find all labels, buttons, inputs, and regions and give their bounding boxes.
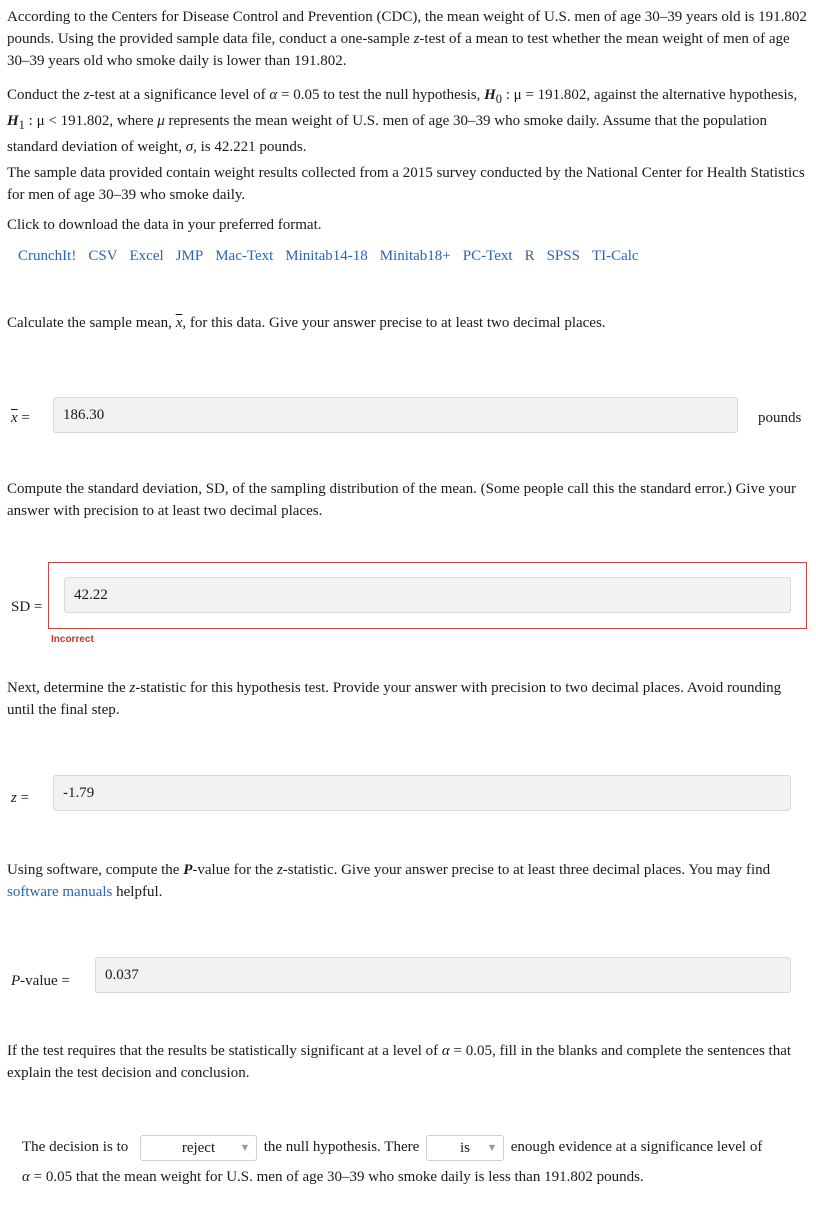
download-excel-link[interactable]: Excel bbox=[129, 248, 164, 264]
xbar-label bbox=[11, 407, 30, 429]
text: Conduct the bbox=[7, 87, 84, 103]
text: = bbox=[16, 790, 30, 806]
text: , for this data. Give your answer precise to at least two decimal places. bbox=[182, 315, 606, 331]
z-symbol: z bbox=[276, 862, 283, 878]
intro-paragraph-1 bbox=[7, 6, 807, 72]
download-minitab14-18-link[interactable]: Minitab14-18 bbox=[285, 248, 368, 264]
download-pc-text-link[interactable]: PC-Text bbox=[462, 248, 513, 264]
text: The decision is to bbox=[22, 1139, 129, 1155]
text: Calculate the sample mean, bbox=[7, 315, 176, 331]
text: -statistic. Give your answer precise to at least three decimal places. You may find bbox=[282, 862, 771, 878]
decision-sentence bbox=[22, 1134, 762, 1161]
intro-text: According to the Centers for Disease Control and Prevention (CDC), the mean weight of U.S. men of age 30–39 years old is 191.802 pounds. Using the provided sample data file, conduct a one-sample bbox=[7, 9, 807, 47]
question-z-statistic bbox=[7, 677, 807, 721]
text: = 0.05 that the mean weight for U.S. men of age 30–39 who smoke daily is less than 191.802 pounds. bbox=[29, 1169, 644, 1185]
evidence-select[interactable] bbox=[426, 1135, 504, 1161]
chevron-down-icon: ▼ bbox=[488, 1142, 496, 1152]
text: helpful. bbox=[112, 884, 163, 900]
h0-symbol: H bbox=[484, 87, 496, 103]
alpha-symbol: α bbox=[269, 87, 278, 103]
text: = 0.05 to test the null hypothesis, bbox=[277, 87, 485, 103]
p-symbol: P bbox=[11, 973, 21, 989]
z-symbol: z bbox=[83, 87, 90, 103]
download-jmp-link[interactable]: JMP bbox=[175, 248, 204, 264]
sigma-symbol: σ bbox=[185, 139, 194, 155]
xbar-symbol: $\overline{x}$ bbox=[175, 315, 183, 331]
decision-select[interactable] bbox=[140, 1135, 257, 1161]
subscript: 1 bbox=[18, 118, 25, 132]
sample-mean-input[interactable]: 186.30 bbox=[53, 397, 738, 433]
text: -value for the bbox=[192, 862, 277, 878]
z-symbol: z bbox=[413, 31, 420, 47]
text: represents the mean weight of U.S. men of age 30–39 who smoke daily. Assume that the population standard deviation of weight, bbox=[7, 113, 768, 155]
text: Using software, compute the bbox=[7, 862, 184, 878]
unit-label: pounds bbox=[758, 410, 802, 426]
download-csv-link[interactable]: CSV bbox=[88, 248, 118, 264]
alpha-symbol: α bbox=[22, 1169, 30, 1185]
intro-paragraph-3: The sample data provided contain weight results collected from a 2015 survey conducted by the National Center for Health Statistics for men of age 30–39 who smoke daily. bbox=[7, 165, 805, 203]
text: : μ < 191.802, where bbox=[24, 113, 158, 129]
text: -statistic for this hypothesis test. Provide your answer with precision to two decimal places. Avoid rounding until the final step. bbox=[7, 680, 782, 718]
incorrect-feedback: Incorrect bbox=[51, 634, 94, 645]
h1-symbol: H bbox=[7, 113, 19, 129]
question-sample-mean bbox=[7, 312, 807, 334]
p-value-input[interactable]: 0.037 bbox=[95, 957, 791, 993]
text: -test at a significance level of bbox=[89, 87, 270, 103]
question-decision bbox=[7, 1040, 807, 1084]
download-mac-text-link[interactable]: Mac-Text bbox=[215, 248, 274, 264]
z-label bbox=[11, 787, 29, 809]
chevron-down-icon: ▼ bbox=[241, 1142, 248, 1152]
sd-input[interactable]: 42.22 bbox=[64, 577, 791, 613]
select-value: is bbox=[460, 1139, 471, 1156]
download-links bbox=[18, 245, 651, 267]
download-prompt: Click to download the data in your preferred format. bbox=[7, 217, 322, 233]
p-symbol: P bbox=[183, 862, 193, 878]
text: If the test requires that the results be statistically significant at a level of bbox=[7, 1043, 442, 1059]
mu-symbol: μ bbox=[157, 113, 165, 129]
text: : μ = 191.802, against the alternative hypothesis, bbox=[502, 87, 798, 103]
select-value: reject bbox=[181, 1139, 216, 1156]
intro-text: -test of a mean to test whether the mean weight of men of age 30–39 years old who smoke daily is lower than 191.802. bbox=[7, 31, 790, 69]
sd-label: SD = bbox=[11, 599, 43, 615]
z-symbol: z bbox=[11, 790, 17, 806]
conclusion-sentence bbox=[22, 1166, 644, 1188]
download-spss-link[interactable]: SPSS bbox=[546, 248, 580, 264]
alpha-symbol: α bbox=[441, 1043, 450, 1059]
intro-paragraph-2 bbox=[7, 84, 807, 158]
download-minitab18plus-link[interactable]: Minitab18+ bbox=[379, 248, 451, 264]
download-r-link[interactable]: R bbox=[524, 248, 535, 264]
text: Next, determine the bbox=[7, 680, 130, 696]
text: -value = bbox=[20, 973, 70, 989]
download-crunchit-link[interactable]: CrunchIt! bbox=[18, 248, 77, 264]
subscript: 0 bbox=[495, 92, 503, 106]
text: , is 42.221 pounds. bbox=[193, 139, 307, 155]
question-standard-deviation: Compute the standard deviation, SD, of the sampling distribution of the mean. (Some people call this the standard error.) Give your answer with precision to at least two decimal places. bbox=[7, 481, 796, 519]
p-value-label bbox=[11, 970, 70, 992]
software-manuals-link[interactable]: software manuals bbox=[7, 884, 113, 900]
xbar-symbol: $\overline{x}$ bbox=[11, 410, 18, 426]
text: = bbox=[17, 410, 30, 426]
z-symbol: z bbox=[129, 680, 136, 696]
text: = 0.05, fill in the blanks and complete the sentences that explain the test decision and conclusion. bbox=[7, 1043, 792, 1081]
text: the null hypothesis. There bbox=[263, 1139, 420, 1155]
text: enough evidence at a significance level of bbox=[510, 1139, 763, 1155]
question-p-value bbox=[7, 859, 807, 903]
z-statistic-input[interactable]: -1.79 bbox=[53, 775, 791, 811]
download-ti-calc-link[interactable]: TI-Calc bbox=[591, 248, 639, 264]
